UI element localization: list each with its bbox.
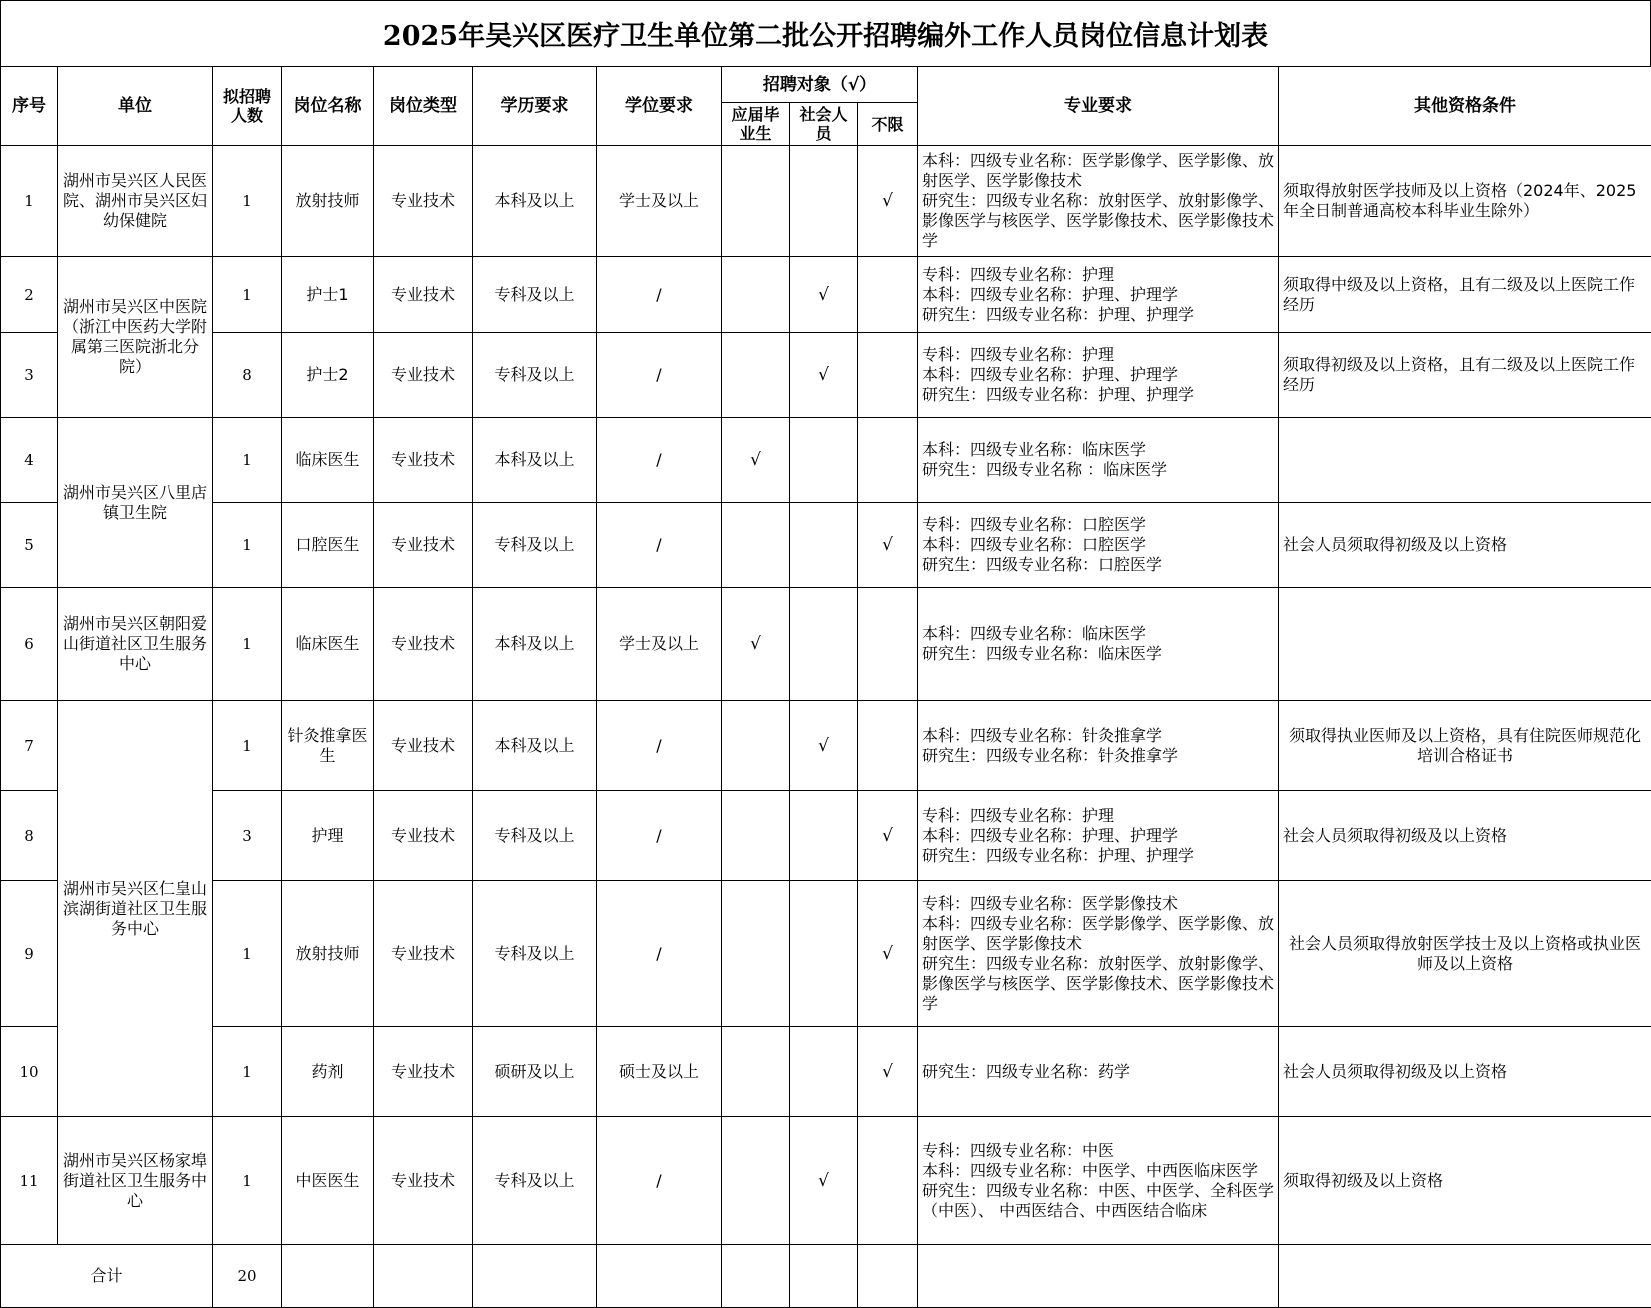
cell-other: 须取得执业医师及以上资格，具有住院医师规范化培训合格证书: [1279, 701, 1651, 791]
cell-type: 专业技术: [374, 333, 473, 418]
header-unit: 单位: [58, 67, 213, 146]
cell-seq: 4: [1, 418, 58, 503]
cell-count: 8: [213, 333, 282, 418]
cell-education: 专科及以上: [473, 1117, 597, 1245]
cell-target-social: [790, 503, 858, 588]
cell-education: 专科及以上: [473, 257, 597, 333]
total-empty-cell: [473, 1245, 597, 1308]
cell-target-graduate: [722, 1117, 790, 1245]
total-count: 20: [213, 1245, 282, 1308]
total-row: [1, 1245, 1651, 1308]
header-seq: 序号: [1, 67, 58, 146]
cell-position: 中医医生: [282, 1117, 374, 1245]
cell-target-any: [858, 333, 918, 418]
cell-position: 针灸推拿医生: [282, 701, 374, 791]
table-row: [1, 257, 1651, 333]
cell-major: 研究生：四级专业名称：药学: [918, 1027, 1279, 1117]
table-row: [1, 146, 1651, 257]
cell-other: 社会人员须取得初级及以上资格: [1279, 1027, 1651, 1117]
header-target-group: 招聘对象（√）: [722, 67, 918, 103]
cell-target-any: √: [858, 503, 918, 588]
cell-target-any: [858, 257, 918, 333]
cell-education: 本科及以上: [473, 588, 597, 701]
cell-seq: 10: [1, 1027, 58, 1117]
cell-seq: 5: [1, 503, 58, 588]
cell-other: 社会人员须取得放射医学技士及以上资格或执业医师及以上资格: [1279, 881, 1651, 1027]
cell-target-social: √: [790, 333, 858, 418]
cell-position: 护士2: [282, 333, 374, 418]
cell-count: 1: [213, 588, 282, 701]
total-empty-cell: [722, 1245, 790, 1308]
cell-other: [1279, 588, 1651, 701]
cell-target-any: √: [858, 881, 918, 1027]
cell-major: 本科：四级专业名称：医学影像学、医学影像、放射医学、医学影像技术 研究生：四级专业名称：放射医学、放射影像学、影像医学与核医学、医学影像技术、医学影像技术学: [918, 146, 1279, 257]
header-position: 岗位名称: [282, 67, 374, 146]
cell-unit: 湖州市吴兴区杨家埠街道社区卫生服务中心: [58, 1117, 213, 1245]
cell-target-social: [790, 1027, 858, 1117]
cell-unit: 湖州市吴兴区仁皇山滨湖街道社区卫生服务中心: [58, 701, 213, 1117]
cell-target-graduate: [722, 1027, 790, 1117]
cell-count: 1: [213, 257, 282, 333]
cell-target-graduate: [722, 146, 790, 257]
cell-other: 须取得中级及以上资格，且有二级及以上医院工作经历: [1279, 257, 1651, 333]
cell-count: 1: [213, 881, 282, 1027]
cell-target-social: [790, 791, 858, 881]
header-row: [1, 67, 1651, 103]
header-target-any: 不限: [858, 103, 918, 146]
cell-education: 专科及以上: [473, 791, 597, 881]
cell-unit: 湖州市吴兴区人民医院、湖州市吴兴区妇幼保健院: [58, 146, 213, 257]
cell-type: 专业技术: [374, 1027, 473, 1117]
cell-education: 本科及以上: [473, 418, 597, 503]
cell-type: 专业技术: [374, 503, 473, 588]
header-target-social: 社会人员: [790, 103, 858, 146]
cell-degree: 学士及以上: [597, 588, 722, 701]
cell-education: 本科及以上: [473, 146, 597, 257]
cell-other: 须取得初级及以上资格，且有二级及以上医院工作经历: [1279, 333, 1651, 418]
cell-target-graduate: [722, 257, 790, 333]
cell-degree: /: [597, 418, 722, 503]
cell-type: 专业技术: [374, 701, 473, 791]
cell-target-social: √: [790, 701, 858, 791]
total-empty-cell: [597, 1245, 722, 1308]
cell-count: 1: [213, 701, 282, 791]
cell-major: 专科：四级专业名称：口腔医学 本科：四级专业名称：口腔医学 研究生：四级专业名称：口腔医学: [918, 503, 1279, 588]
cell-target-graduate: [722, 881, 790, 1027]
cell-target-graduate: [722, 791, 790, 881]
cell-target-any: √: [858, 146, 918, 257]
cell-type: 专业技术: [374, 791, 473, 881]
cell-degree: /: [597, 881, 722, 1027]
cell-target-any: √: [858, 791, 918, 881]
total-empty-cell: [282, 1245, 374, 1308]
cell-type: 专业技术: [374, 418, 473, 503]
header-degree: 学位要求: [597, 67, 722, 146]
cell-seq: 11: [1, 1117, 58, 1245]
total-empty-cell: [790, 1245, 858, 1308]
cell-education: 专科及以上: [473, 881, 597, 1027]
cell-education: 专科及以上: [473, 333, 597, 418]
cell-unit: 湖州市吴兴区八里店镇卫生院: [58, 418, 213, 588]
cell-unit: 湖州市吴兴区中医院（浙江中医药大学附属第三医院浙北分院）: [58, 257, 213, 418]
cell-degree: 学士及以上: [597, 146, 722, 257]
table-row: [1, 881, 1651, 1027]
table-row: [1, 333, 1651, 418]
header-education: 学历要求: [473, 67, 597, 146]
table-row: [1, 503, 1651, 588]
cell-count: 1: [213, 146, 282, 257]
table-row: [1, 1027, 1651, 1117]
cell-position: 药剂: [282, 1027, 374, 1117]
total-empty-cell: [858, 1245, 918, 1308]
cell-seq: 7: [1, 701, 58, 791]
cell-count: 3: [213, 791, 282, 881]
cell-seq: 2: [1, 257, 58, 333]
cell-type: 专业技术: [374, 146, 473, 257]
cell-position: 临床医生: [282, 588, 374, 701]
cell-major: 专科：四级专业名称：中医 本科：四级专业名称：中医学、中西医临床医学 研究生：四级专业名称：中医、中医学、全科医学（中医）、 中西医结合、中西医结合临床: [918, 1117, 1279, 1245]
cell-other: 社会人员须取得初级及以上资格: [1279, 503, 1651, 588]
cell-target-any: √: [858, 1027, 918, 1117]
cell-count: 1: [213, 1027, 282, 1117]
cell-degree: 硕士及以上: [597, 1027, 722, 1117]
total-empty-cell: [1279, 1245, 1651, 1308]
cell-unit: 湖州市吴兴区朝阳爱山街道社区卫生服务中心: [58, 588, 213, 701]
cell-major: 专科：四级专业名称：护理 本科：四级专业名称：护理、护理学 研究生：四级专业名称：护理、护理学: [918, 257, 1279, 333]
cell-type: 专业技术: [374, 257, 473, 333]
cell-degree: /: [597, 333, 722, 418]
cell-other: [1279, 418, 1651, 503]
cell-major: 专科：四级专业名称：医学影像技术 本科：四级专业名称：医学影像学、医学影像、放射医学、医学影像技术 研究生：四级专业名称：放射医学、放射影像学、影像医学与核医学、医学影像技术、医学影像技术学: [918, 881, 1279, 1027]
cell-target-social: [790, 881, 858, 1027]
header-type: 岗位类型: [374, 67, 473, 146]
cell-target-graduate: [722, 701, 790, 791]
cell-count: 1: [213, 1117, 282, 1245]
cell-other: 须取得初级及以上资格: [1279, 1117, 1651, 1245]
cell-seq: 8: [1, 791, 58, 881]
cell-target-any: [858, 418, 918, 503]
cell-type: 专业技术: [374, 1117, 473, 1245]
cell-education: 硕研及以上: [473, 1027, 597, 1117]
cell-degree: /: [597, 701, 722, 791]
total-empty-cell: [918, 1245, 1279, 1308]
cell-seq: 3: [1, 333, 58, 418]
header-other: 其他资格条件: [1279, 67, 1651, 146]
cell-target-social: √: [790, 257, 858, 333]
cell-degree: /: [597, 1117, 722, 1245]
cell-target-social: [790, 146, 858, 257]
table-row: [1, 418, 1651, 503]
table-row: [1, 701, 1651, 791]
cell-target-any: [858, 701, 918, 791]
cell-position: 放射技师: [282, 146, 374, 257]
cell-target-social: [790, 588, 858, 701]
cell-other: 社会人员须取得初级及以上资格: [1279, 791, 1651, 881]
total-empty-cell: [374, 1245, 473, 1308]
cell-other: 须取得放射医学技师及以上资格（2024年、2025年全日制普通高校本科毕业生除外）: [1279, 146, 1651, 257]
cell-position: 护理: [282, 791, 374, 881]
header-major: 专业要求: [918, 67, 1279, 146]
header-count: 拟招聘人数: [213, 67, 282, 146]
cell-count: 1: [213, 503, 282, 588]
total-label: 合计: [1, 1245, 213, 1308]
table-row: [1, 1117, 1651, 1245]
cell-type: 专业技术: [374, 588, 473, 701]
cell-target-any: [858, 1117, 918, 1245]
cell-seq: 6: [1, 588, 58, 701]
cell-target-graduate: √: [722, 588, 790, 701]
cell-degree: /: [597, 791, 722, 881]
page-title: 2025年吴兴区医疗卫生单位第二批公开招聘编外工作人员岗位信息计划表: [0, 0, 1651, 66]
cell-target-graduate: √: [722, 418, 790, 503]
cell-position: 临床医生: [282, 418, 374, 503]
cell-major: 本科：四级专业名称：临床医学 研究生：四级专业名称 ：临床医学: [918, 418, 1279, 503]
cell-position: 口腔医生: [282, 503, 374, 588]
cell-target-social: [790, 418, 858, 503]
cell-major: 本科：四级专业名称：针灸推拿学 研究生：四级专业名称：针灸推拿学: [918, 701, 1279, 791]
cell-education: 本科及以上: [473, 701, 597, 791]
cell-major: 专科：四级专业名称：护理 本科：四级专业名称：护理、护理学 研究生：四级专业名称：护理、护理学: [918, 333, 1279, 418]
header-target-graduate: 应届毕业生: [722, 103, 790, 146]
table-row: [1, 588, 1651, 701]
cell-degree: /: [597, 503, 722, 588]
cell-count: 1: [213, 418, 282, 503]
recruitment-table: [0, 66, 1651, 1308]
cell-seq: 1: [1, 146, 58, 257]
cell-position: 护士1: [282, 257, 374, 333]
cell-major: 专科：四级专业名称：护理 本科：四级专业名称：护理、护理学 研究生：四级专业名称：护理、护理学: [918, 791, 1279, 881]
cell-position: 放射技师: [282, 881, 374, 1027]
cell-target-any: [858, 588, 918, 701]
cell-type: 专业技术: [374, 881, 473, 1027]
cell-seq: 9: [1, 881, 58, 1027]
cell-major: 本科：四级专业名称：临床医学 研究生：四级专业名称：临床医学: [918, 588, 1279, 701]
cell-target-graduate: [722, 333, 790, 418]
table-row: [1, 791, 1651, 881]
cell-degree: /: [597, 257, 722, 333]
cell-target-graduate: [722, 503, 790, 588]
cell-education: 专科及以上: [473, 503, 597, 588]
cell-target-social: √: [790, 1117, 858, 1245]
